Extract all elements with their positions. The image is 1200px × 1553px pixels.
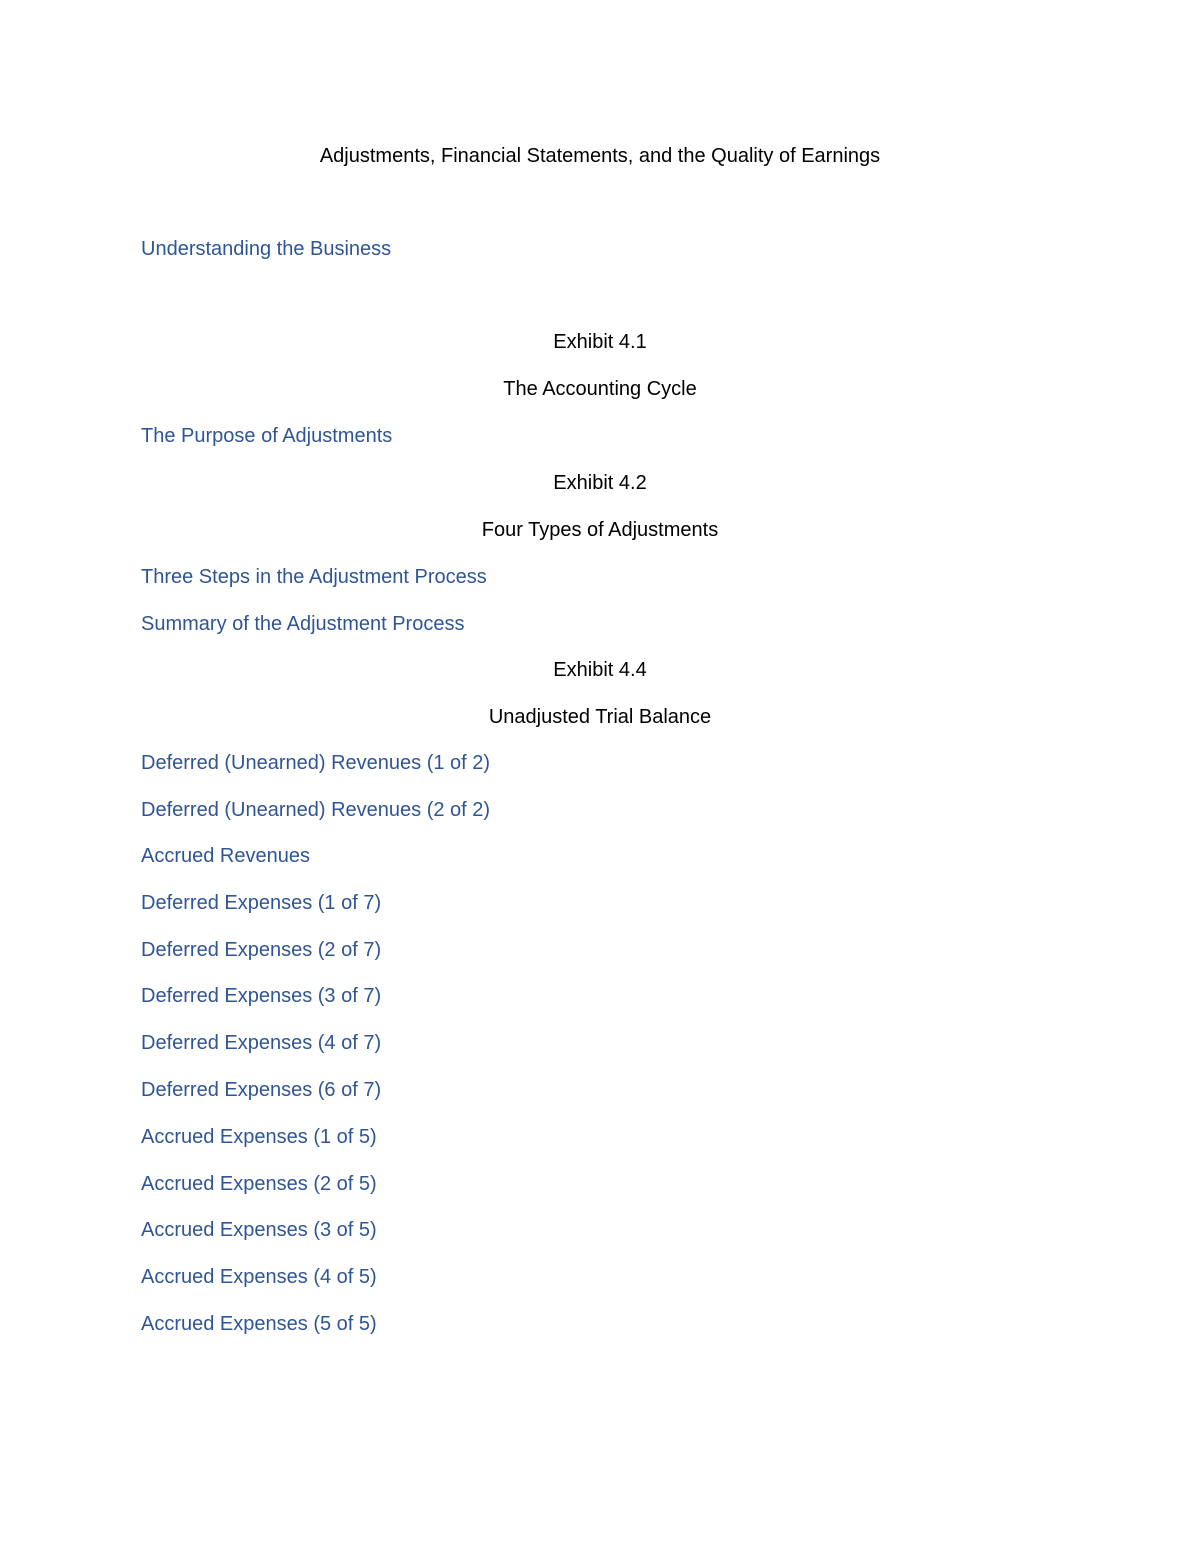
heading-three-steps: Three Steps in the Adjustment Process — [141, 566, 487, 588]
heading-deferred-expenses-2: Deferred Expenses (2 of 7) — [141, 939, 382, 961]
heading-summary-adjustment-process: Summary of the Adjustment Process — [141, 613, 465, 635]
heading-accrued-expenses-3: Accrued Expenses (3 of 5) — [141, 1219, 377, 1241]
heading-accrued-expenses-2: Accrued Expenses (2 of 5) — [141, 1173, 377, 1195]
exhibit-4-1-label: Exhibit 4.1 — [553, 331, 647, 353]
heading-accrued-expenses-1: Accrued Expenses (1 of 5) — [141, 1126, 377, 1148]
heading-deferred-expenses-6: Deferred Expenses (6 of 7) — [141, 1079, 382, 1101]
document-title: Adjustments, Financial Statements, and the Quality of Earnings — [319, 145, 881, 167]
heading-deferred-revenues-2: Deferred (Unearned) Revenues (2 of 2) — [141, 799, 491, 821]
heading-accrued-revenues: Accrued Revenues — [141, 845, 310, 867]
heading-deferred-expenses-1: Deferred Expenses (1 of 7) — [141, 892, 382, 914]
heading-deferred-expenses-4: Deferred Expenses (4 of 7) — [141, 1032, 382, 1054]
heading-accrued-expenses-4: Accrued Expenses (4 of 5) — [141, 1266, 377, 1288]
exhibit-4-2-caption: Four Types of Adjustments — [481, 519, 719, 541]
exhibit-4-4-label: Exhibit 4.4 — [553, 659, 647, 681]
heading-accrued-expenses-5: Accrued Expenses (5 of 5) — [141, 1313, 377, 1335]
heading-purpose-of-adjustments: The Purpose of Adjustments — [141, 425, 393, 447]
exhibit-4-2-label: Exhibit 4.2 — [553, 472, 647, 494]
heading-deferred-revenues-1: Deferred (Unearned) Revenues (1 of 2) — [141, 752, 491, 774]
heading-understanding-the-business: Understanding the Business — [141, 238, 392, 260]
heading-deferred-expenses-3: Deferred Expenses (3 of 7) — [141, 985, 382, 1007]
exhibit-4-1-caption: The Accounting Cycle — [503, 378, 697, 400]
exhibit-4-4-caption: Unadjusted Trial Balance — [488, 706, 712, 728]
